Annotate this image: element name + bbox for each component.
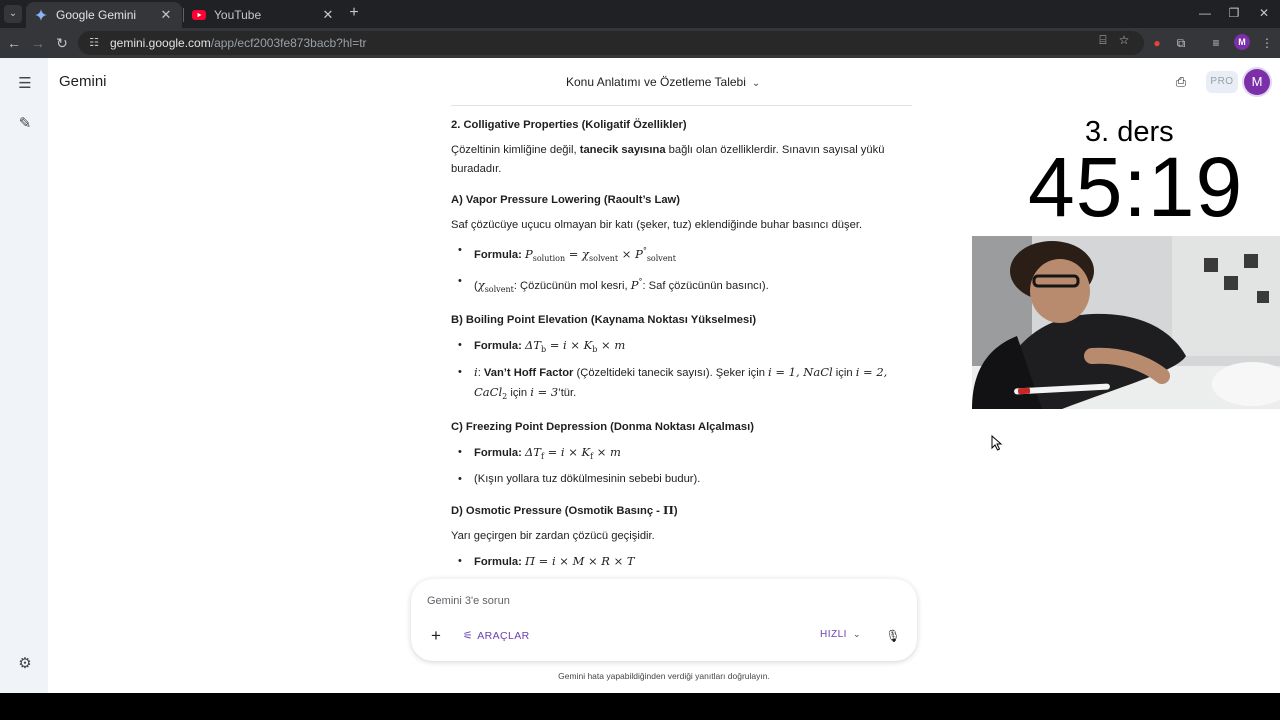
restore-icon[interactable]: ❐ bbox=[1228, 6, 1240, 20]
site-info-icon[interactable]: ☷ bbox=[89, 37, 99, 49]
model-mode-selector[interactable]: HIZLI ⌄ bbox=[820, 629, 861, 640]
section-colligative bbox=[451, 116, 916, 179]
list-item: • Formula: Π = i × M × R × T bbox=[451, 552, 916, 572]
section-heading: B) Boiling Point Elevation (Kaynama Noktası Yükselmesi) bbox=[451, 314, 757, 326]
response-content bbox=[451, 116, 916, 577]
chevron-down-icon: ⌄ bbox=[751, 78, 761, 89]
section-vapor-pressure bbox=[451, 191, 916, 299]
browser-toolbar bbox=[0, 28, 1280, 58]
list-item: • Formula: $\Delta T_b = i \times K_b \times m$ bbox=[451, 336, 916, 359]
lesson-label: 3. ders bbox=[1085, 116, 1174, 148]
tab-title: YouTube bbox=[214, 8, 262, 22]
list-item: • Formula: $\Delta T_f = i \times K_f \times m$ bbox=[451, 443, 916, 466]
microphone-icon[interactable]: 🎙 bbox=[885, 629, 901, 643]
section-freezing-point bbox=[451, 418, 916, 489]
webcam-feed bbox=[972, 236, 1280, 409]
prompt-composer bbox=[411, 579, 917, 661]
list-item: • Formula: $P_{solution} = \chi_{solvent} \times P^\circ_{solvent}$ bbox=[451, 241, 916, 268]
chevron-down-icon: ⌄ bbox=[852, 629, 861, 639]
brand-title[interactable]: Gemini bbox=[59, 73, 107, 90]
study-timer: 45:19 bbox=[1028, 140, 1244, 234]
address-bar[interactable] bbox=[78, 31, 1144, 55]
conversation-title[interactable]: Konu Anlatımı ve Özetleme Talebi ⌄ bbox=[566, 75, 761, 89]
section-boiling-point bbox=[451, 311, 916, 406]
extension-icon[interactable]: ● bbox=[1153, 36, 1161, 50]
section-heading: A) Vapor Pressure Lowering (Raoult’s Law) bbox=[451, 194, 680, 206]
reload-icon[interactable]: ↻ bbox=[56, 35, 68, 51]
disclaimer-text: Gemini hata yapabildiğinden verdiği yanıtları doğrulayın. bbox=[558, 671, 770, 681]
section-heading: 2. Colligative Properties (Koligatif Özellikler) bbox=[451, 119, 687, 131]
sidebar bbox=[0, 58, 48, 693]
add-attachment-plus-icon[interactable]: + bbox=[431, 626, 441, 645]
new-chat-edit-icon[interactable]: ✎ bbox=[18, 115, 32, 132]
paragraph: Çözeltinin kimliğine değil, tanecik sayısına bağlı olan özelliklerdir. Sınavın sayısal yükü buradadır. bbox=[451, 144, 885, 175]
content-divider bbox=[451, 105, 912, 106]
forward-arrow-icon[interactable]: → bbox=[31, 35, 45, 51]
menu-hamburger-icon[interactable]: ☰ bbox=[18, 75, 32, 92]
tab-google-gemini[interactable] bbox=[26, 2, 182, 28]
paragraph: Yarı geçirgen bir zardan çözücü geçişidir. bbox=[451, 530, 655, 542]
tab-youtube[interactable] bbox=[184, 2, 344, 28]
new-tab-plus-icon[interactable]: + bbox=[349, 4, 359, 21]
webcam-person-image bbox=[972, 236, 1280, 409]
gemini-spark-icon bbox=[34, 8, 48, 22]
section-heading: C) Freezing Point Depression (Donma Noktası Alçalması) bbox=[451, 421, 754, 433]
paragraph: Saf çözücüye uçucu olmayan bir katı (şeker, tuz) eklendiğinde buhar basıncı düşer. bbox=[451, 219, 863, 231]
more-menu-icon[interactable]: ⋮ bbox=[1261, 36, 1273, 50]
bookmark-star-icon[interactable]: ☆ bbox=[1118, 33, 1130, 47]
url-text[interactable]: gemini.google.com/app/ecf2003fe873bacb?hl=tr bbox=[110, 36, 367, 50]
settings-gear-icon[interactable]: ⚙ bbox=[18, 655, 32, 672]
translate-icon[interactable]: ⌸ bbox=[1099, 33, 1107, 47]
browser-tab-strip bbox=[0, 0, 1280, 28]
minimize-icon[interactable]: — bbox=[1199, 6, 1211, 20]
tab-title: Google Gemini bbox=[56, 8, 137, 22]
taskbar-strip bbox=[0, 693, 1280, 720]
list-item: • i: Van’t Hoff Factor (Çözeltideki tanecik sayısı). Şeker için i = 1, NaCl için i = 2, CaCl$_2$ için i = 3’tür. bbox=[451, 363, 916, 406]
prompt-input[interactable] bbox=[427, 591, 897, 611]
pro-badge[interactable]: PRO bbox=[1206, 71, 1238, 93]
tab-search-chevron-icon[interactable]: ⌄ bbox=[4, 5, 22, 23]
media-controls-icon[interactable]: ≡ bbox=[1212, 36, 1220, 50]
close-icon[interactable]: ✕ bbox=[160, 7, 172, 22]
print-icon[interactable]: ⎙ bbox=[1175, 74, 1187, 89]
list-item: • ($\chi_{solvent}$: Çözücünün mol kesri, P°: Saf çözücünün basıncı). bbox=[451, 272, 916, 299]
back-arrow-icon[interactable]: ← bbox=[7, 35, 21, 51]
youtube-icon bbox=[192, 8, 206, 22]
avatar[interactable]: M bbox=[1244, 69, 1270, 95]
tools-button[interactable]: ⚟ ARAÇLAR bbox=[463, 630, 530, 642]
browser-profile-avatar[interactable]: M bbox=[1234, 34, 1250, 50]
section-heading: D) Osmotic Pressure (Osmotik Basınç - Π) bbox=[451, 503, 678, 517]
tools-sliders-icon: ⚟ bbox=[463, 630, 474, 642]
extensions-puzzle-icon[interactable]: ⧉ bbox=[1176, 36, 1186, 50]
close-icon[interactable]: ✕ bbox=[322, 7, 334, 22]
list-item: • (Kışın yollara tuz dökülmesinin sebebi budur). bbox=[451, 470, 916, 489]
close-window-icon[interactable]: ✕ bbox=[1258, 6, 1270, 20]
mouse-cursor-icon bbox=[991, 435, 1003, 451]
